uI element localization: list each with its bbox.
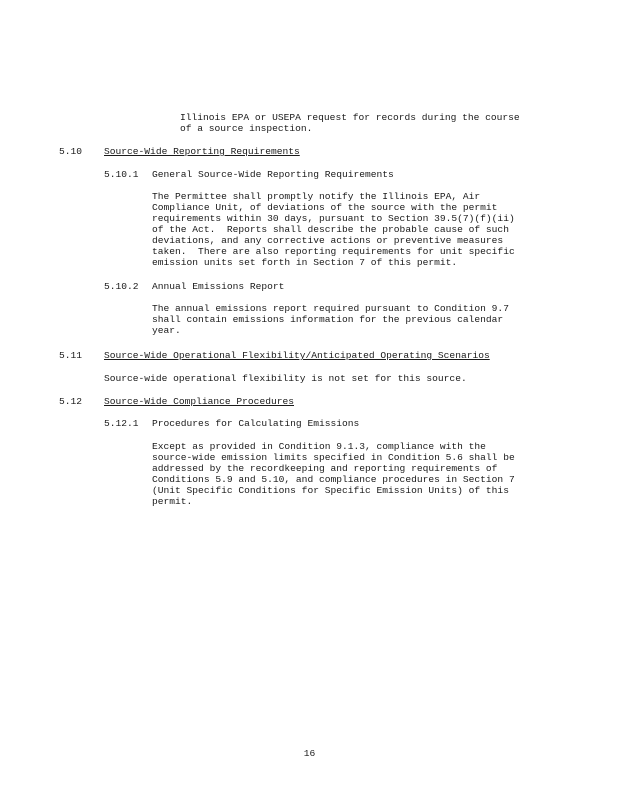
section-title-5-11: Source-Wide Operational Flexibility/Anticipated Operating Scenarios bbox=[104, 350, 490, 361]
continuation-line-1: Illinois EPA or USEPA request for records during the course bbox=[180, 112, 520, 123]
paragraph-5-12-1-line-4: Conditions 5.9 and 5.10, and compliance procedures in Section 7 bbox=[152, 474, 515, 485]
paragraph-5-12-1-line-5: (Unit Specific Conditions for Specific Emission Units) of this bbox=[152, 485, 509, 496]
paragraph-5-10-1-line-2: Compliance Unit, of deviations of the source with the permit bbox=[152, 202, 498, 213]
paragraph-5-10-1-line-5: deviations, and any corrective actions or preventive measures bbox=[152, 235, 504, 246]
subsection-number-5-10-1: 5.10.1 bbox=[104, 169, 139, 180]
paragraph-5-10-1-line-4: of the Act. Reports shall describe the probable cause of such bbox=[152, 224, 509, 235]
section-number-5-11: 5.11 bbox=[59, 350, 83, 361]
subsection-title-5-10-2: Annual Emissions Report bbox=[152, 281, 285, 292]
page-number: 16 bbox=[303, 748, 316, 759]
paragraph-5-11: Source-wide operational flexibility is not set for this source. bbox=[104, 373, 467, 384]
section-number-5-12: 5.12 bbox=[59, 396, 83, 407]
subsection-title-5-12-1: Procedures for Calculating Emissions bbox=[152, 418, 360, 429]
paragraph-5-12-1-line-1: Except as provided in Condition 9.1.3, compliance with the bbox=[152, 441, 486, 452]
section-title-5-12: Source-Wide Compliance Procedures bbox=[104, 396, 294, 407]
section-title-5-10: Source-Wide Reporting Requirements bbox=[104, 146, 300, 157]
paragraph-5-10-1-line-1: The Permittee shall promptly notify the Illinois EPA, Air bbox=[152, 191, 481, 202]
paragraph-5-10-2-line-2: shall contain emissions information for the previous calendar bbox=[152, 314, 504, 325]
subsection-number-5-10-2: 5.10.2 bbox=[104, 281, 139, 292]
paragraph-5-10-1-line-3: requirements within 30 days, pursuant to Section 39.5(7)(f)(ii) bbox=[152, 213, 515, 224]
continuation-line-2: of a source inspection. bbox=[180, 123, 313, 134]
paragraph-5-12-1-line-3: addressed by the recordkeeping and reporting requirements of bbox=[152, 463, 498, 474]
paragraph-5-12-1-line-2: source-wide emission limits specified in Condition 5.6 shall be bbox=[152, 452, 515, 463]
paragraph-5-10-2-line-1: The annual emissions report required pursuant to Condition 9.7 bbox=[152, 303, 509, 314]
paragraph-5-10-2-line-3: year. bbox=[152, 325, 181, 336]
subsection-title-5-10-1: General Source-Wide Reporting Requirements bbox=[152, 169, 394, 180]
paragraph-5-12-1-line-6: permit. bbox=[152, 496, 193, 507]
paragraph-5-10-1-line-7: emission units set forth in Section 7 of this permit. bbox=[152, 257, 458, 268]
section-number-5-10: 5.10 bbox=[59, 146, 83, 157]
paragraph-5-10-1-line-6: taken. There are also reporting requirements for unit specific bbox=[152, 246, 515, 257]
subsection-number-5-12-1: 5.12.1 bbox=[104, 418, 139, 429]
